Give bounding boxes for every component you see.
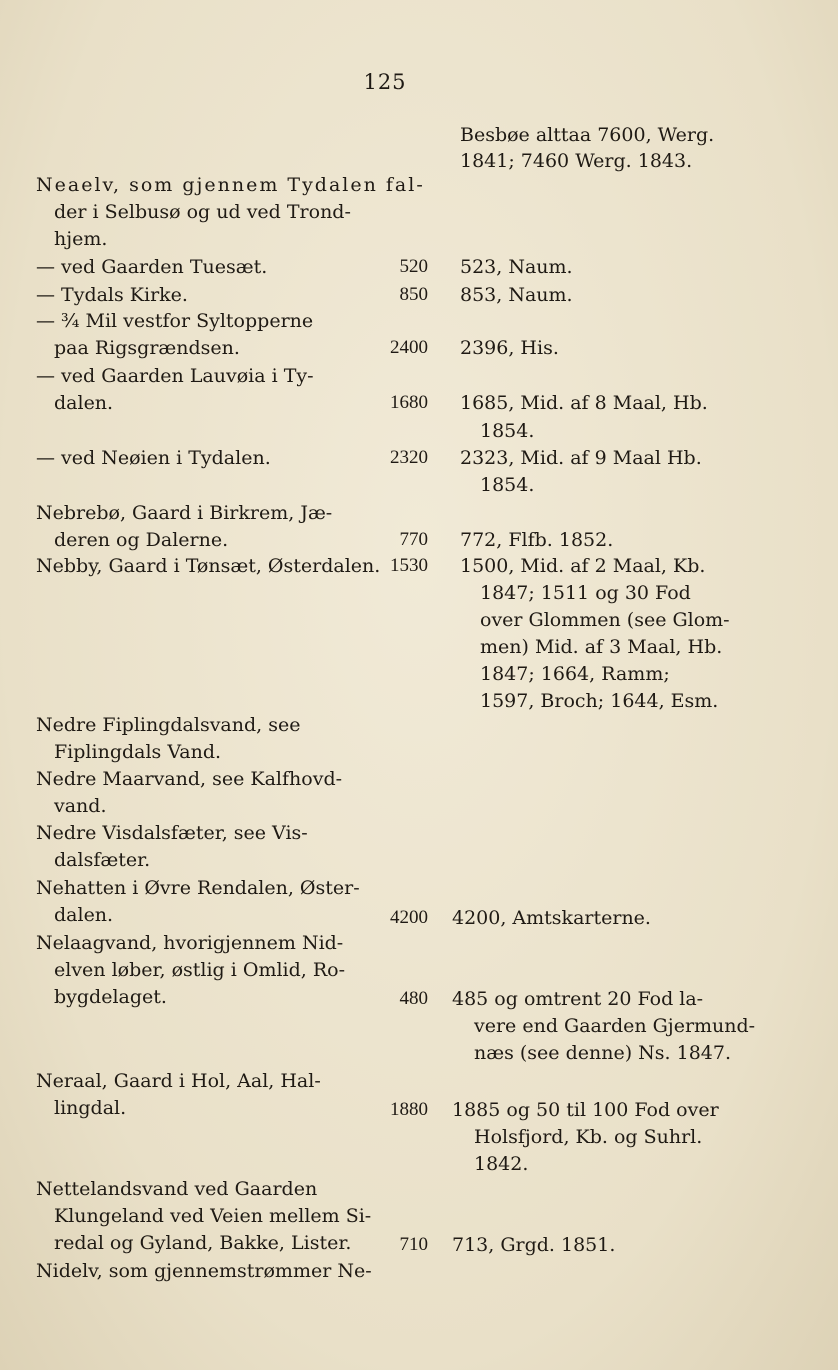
entry-note: 1847; 1664, Ramm;	[480, 663, 670, 685]
entry-note: 1500, Mid. af 2 Maal, Kb.	[460, 555, 706, 577]
entry-height: 1680	[390, 392, 428, 413]
entry-text: Fiplingdals Vand.	[54, 741, 222, 763]
entry-note: 1854.	[480, 474, 535, 496]
entry-text: vand.	[54, 795, 107, 817]
entry-text: der i Selbusø og ud ved Trond-	[54, 201, 351, 223]
entry-height: 770	[399, 529, 428, 550]
entry-height: 710	[399, 1234, 428, 1255]
top-note-line: 1841; 7460 Werg. 1843.	[460, 150, 693, 172]
entry-height: 1530	[390, 555, 428, 576]
entry-name: Nidelv, som gjennemstrømmer Ne-	[36, 1260, 372, 1282]
entry-text: lingdal.	[54, 1097, 127, 1119]
entry-note: 4200, Amtskarterne.	[452, 907, 651, 929]
entry-note: næs (see denne) Ns. 1847.	[474, 1042, 732, 1064]
entry-text: bygdelaget.	[54, 986, 167, 1008]
entry-name: — ved Gaarden Lauvøia i Ty-	[36, 365, 314, 387]
entry-name: Nettelandsvand ved Gaarden	[36, 1178, 318, 1200]
entry-height: 2400	[390, 337, 428, 358]
entry-note: 713, Grgd. 1851.	[452, 1234, 616, 1256]
entry-name: Neaelv, som gjennem Tydalen fal-	[36, 174, 425, 196]
entry-note: 485 og omtrent 20 Fod la-	[452, 988, 704, 1010]
entry-name: Nedre Fiplingdalsvand, see	[36, 714, 301, 736]
entry-height: 1880	[390, 1099, 428, 1120]
entry-note: 853, Naum.	[460, 284, 573, 306]
entry-note: over Glommen (see Glom-	[480, 609, 730, 631]
entry-height: 520	[399, 256, 428, 277]
entry-name: Neraal, Gaard i Hol, Aal, Hal-	[36, 1070, 321, 1092]
entry-text: deren og Dalerne.	[54, 529, 229, 551]
entry-text: dalsfæter.	[54, 849, 151, 871]
entry-name: — Tydals Kirke.	[36, 284, 188, 306]
entry-note: men) Mid. af 3 Maal, Hb.	[480, 636, 723, 658]
entry-height: 2320	[390, 447, 428, 468]
entry-name: Nebby, Gaard i Tønsæt, Østerdalen.	[36, 555, 381, 577]
entry-text: Klungeland ved Veien mellem Si-	[54, 1205, 372, 1227]
page-number: 125	[363, 70, 407, 94]
entry-text: elven løber, østlig i Omlid, Ro-	[54, 959, 346, 981]
entry-note: 2396, His.	[460, 337, 559, 359]
entry-text: hjem.	[54, 228, 108, 250]
entry-note: 1597, Broch; 1644, Esm.	[480, 690, 719, 712]
entry-note: vere end Gaarden Gjermund-	[474, 1015, 756, 1037]
entry-name: — ¾ Mil vestfor Syltopperne	[36, 310, 314, 332]
entry-height: 480	[399, 988, 428, 1009]
entry-name: Nebrebø, Gaard i Birkrem, Jæ-	[36, 502, 333, 524]
entry-note: Holsfjord, Kb. og Suhrl.	[474, 1126, 703, 1148]
entry-height: 4200	[390, 907, 428, 928]
entry-name: Nedre Maarvand, see Kalfhovd-	[36, 768, 343, 790]
entry-height: 850	[399, 284, 428, 305]
entry-text: dalen.	[54, 392, 114, 414]
entry-name: Nelaagvand, hvorigjennem Nid-	[36, 932, 344, 954]
entry-note: 523, Naum.	[460, 256, 573, 278]
top-note-line: Besbøe alttaa 7600, Werg.	[460, 124, 715, 146]
entry-name: — ved Neøien i Tydalen.	[36, 447, 271, 469]
entry-text: paa Rigsgrændsen.	[54, 337, 240, 359]
entry-name: Nehatten i Øvre Rendalen, Øster-	[36, 877, 360, 899]
entry-note: 1854.	[480, 420, 535, 442]
entry-note: 1885 og 50 til 100 Fod over	[452, 1099, 719, 1121]
entry-text: dalen.	[54, 904, 114, 926]
entry-note: 2323, Mid. af 9 Maal Hb.	[460, 447, 702, 469]
entry-note: 772, Flfb. 1852.	[460, 529, 614, 551]
entry-note: 1847; 1511 og 30 Fod	[480, 582, 691, 604]
entry-name: — ved Gaarden Tuesæt.	[36, 256, 268, 278]
entry-note: 1685, Mid. af 8 Maal, Hb.	[460, 392, 708, 414]
entry-note: 1842.	[474, 1153, 529, 1175]
entry-text: redal og Gyland, Bakke, Lister.	[54, 1232, 352, 1254]
entry-name: Nedre Visdalsfæter, see Vis-	[36, 822, 308, 844]
